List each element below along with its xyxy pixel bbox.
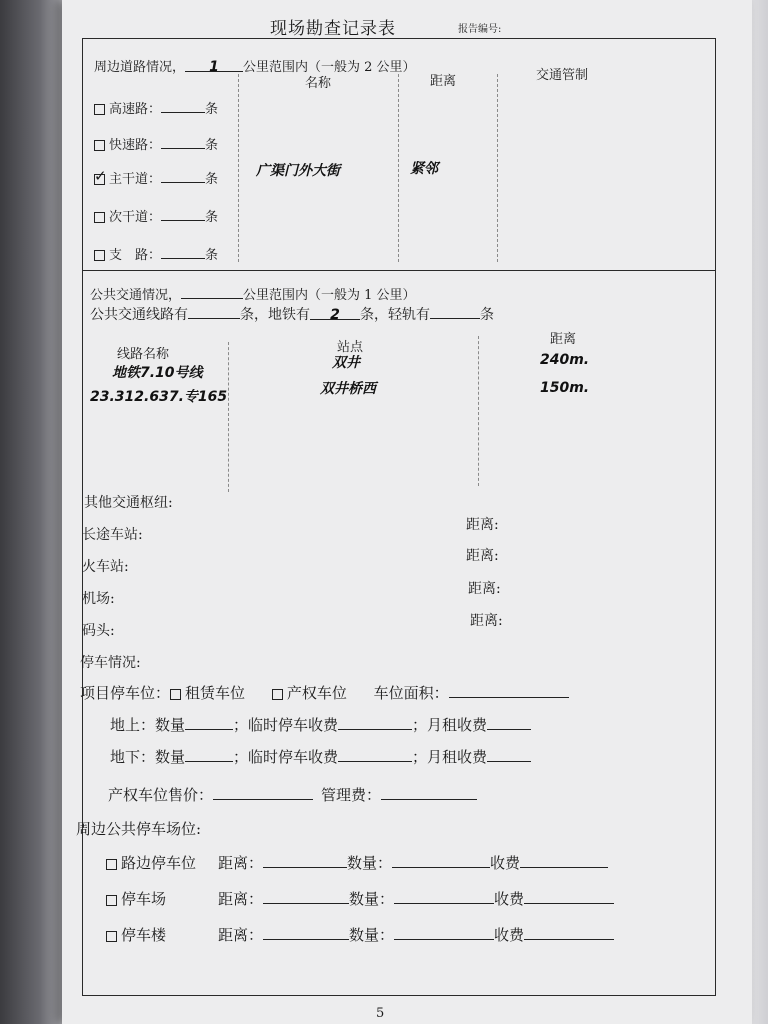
roads-divider-2 bbox=[398, 74, 399, 262]
transit-col-distance: 距离 bbox=[550, 332, 577, 347]
expressway-checkbox[interactable] bbox=[94, 140, 105, 151]
hub-coach-distance: 距离: bbox=[466, 517, 499, 533]
roads-col-control: 交通管制 bbox=[536, 68, 589, 83]
section-divider-1 bbox=[82, 270, 716, 271]
metro-count: 2 bbox=[330, 307, 340, 323]
route-line-2: 23.312.637.专165 bbox=[90, 389, 228, 405]
roadside-checkbox[interactable] bbox=[106, 859, 117, 870]
underground-parking-row: 地下：数量 ；临时停车收费 ；月租收费 bbox=[110, 746, 531, 767]
check-mark-icon: ✓ bbox=[94, 167, 107, 185]
station-line-2: 双井桥西 bbox=[320, 381, 376, 397]
branch-checkbox[interactable] bbox=[94, 250, 105, 261]
parking-lot-row: 停车场 距离： 数量： 收费 bbox=[106, 888, 614, 909]
public-parking-title: 周边公共停车场位: bbox=[76, 820, 202, 838]
roads-divider-1 bbox=[238, 74, 239, 262]
transit-divider-2 bbox=[478, 336, 479, 486]
hub-port-label: 码头: bbox=[82, 623, 115, 639]
report-number-label: 报告编号: bbox=[458, 24, 502, 35]
secondary-checkbox[interactable] bbox=[94, 212, 105, 223]
main-road-name: 广渠门外大街 bbox=[256, 163, 340, 179]
road-item-expressway: 快速路： 条 bbox=[94, 134, 218, 153]
parking-garage-checkbox[interactable] bbox=[106, 931, 117, 942]
project-parking-row: 项目停车位： 租赁车位 产权车位 车位面积： bbox=[80, 682, 569, 703]
road-item-secondary: 次干道： 条 bbox=[94, 206, 218, 225]
roads-divider-3 bbox=[497, 74, 498, 262]
distance-line-2: 150m. bbox=[540, 380, 590, 396]
roads-lead: 周边道路情况， 1 公里范围内（一般为 2 公里） bbox=[94, 59, 416, 75]
route-line-1: 地铁7.10号线 bbox=[112, 365, 203, 381]
parking-lot-checkbox[interactable] bbox=[106, 895, 117, 906]
transit-divider-1 bbox=[228, 342, 229, 492]
transit-col-route: 线路名称 bbox=[117, 347, 170, 362]
hub-airport-distance: 距离: bbox=[468, 581, 501, 597]
hub-coach-label: 长途车站: bbox=[82, 527, 143, 543]
roads-col-distance: 距离 bbox=[430, 74, 457, 89]
page-number: 5 bbox=[376, 1006, 385, 1021]
parking-title: 停车情况: bbox=[80, 655, 141, 671]
hub-train-label: 火车站: bbox=[82, 559, 129, 575]
arterial-checkbox[interactable] bbox=[94, 167, 107, 185]
road-item-arterial: ✓ 主干道： 条 bbox=[94, 167, 219, 187]
main-road-distance: 紧邻 bbox=[410, 161, 438, 177]
hub-train-distance: 距离: bbox=[466, 548, 499, 564]
own-checkbox[interactable] bbox=[272, 689, 283, 700]
road-item-highway: 高速路： 条 bbox=[94, 98, 218, 117]
highway-checkbox[interactable] bbox=[94, 104, 105, 115]
roadside-parking-row: 路边停车位 距离： 数量： 收费 bbox=[106, 852, 608, 873]
roads-col-name: 名称 bbox=[305, 76, 332, 91]
transit-col-station: 站点 bbox=[337, 340, 364, 355]
roads-radius-value: 1 bbox=[209, 59, 219, 75]
distance-line-1: 240m. bbox=[540, 352, 590, 368]
station-line-1: 双井 bbox=[332, 355, 360, 371]
hub-port-distance: 距离: bbox=[470, 613, 503, 629]
transit-lead: 公共交通情况， 公里范围内（一般为 1 公里） bbox=[90, 288, 416, 303]
transit-lines: 公共交通线路有 条，地铁有 2 条，轻轨有 条 bbox=[90, 307, 494, 323]
rent-checkbox[interactable] bbox=[170, 689, 181, 700]
road-item-branch: 支 路： 条 bbox=[94, 244, 218, 263]
property-parking-row: 产权车位售价： 管理费： bbox=[108, 784, 477, 805]
hub-airport-label: 机场: bbox=[82, 591, 115, 607]
parking-garage-row: 停车楼 距离： 数量： 收费 bbox=[106, 924, 614, 945]
hubs-title: 其他交通枢纽: bbox=[84, 495, 173, 511]
ground-parking-row: 地上：数量 ；临时停车收费 ；月租收费 bbox=[110, 714, 531, 735]
form-title: 现场勘查记录表 bbox=[270, 19, 396, 39]
